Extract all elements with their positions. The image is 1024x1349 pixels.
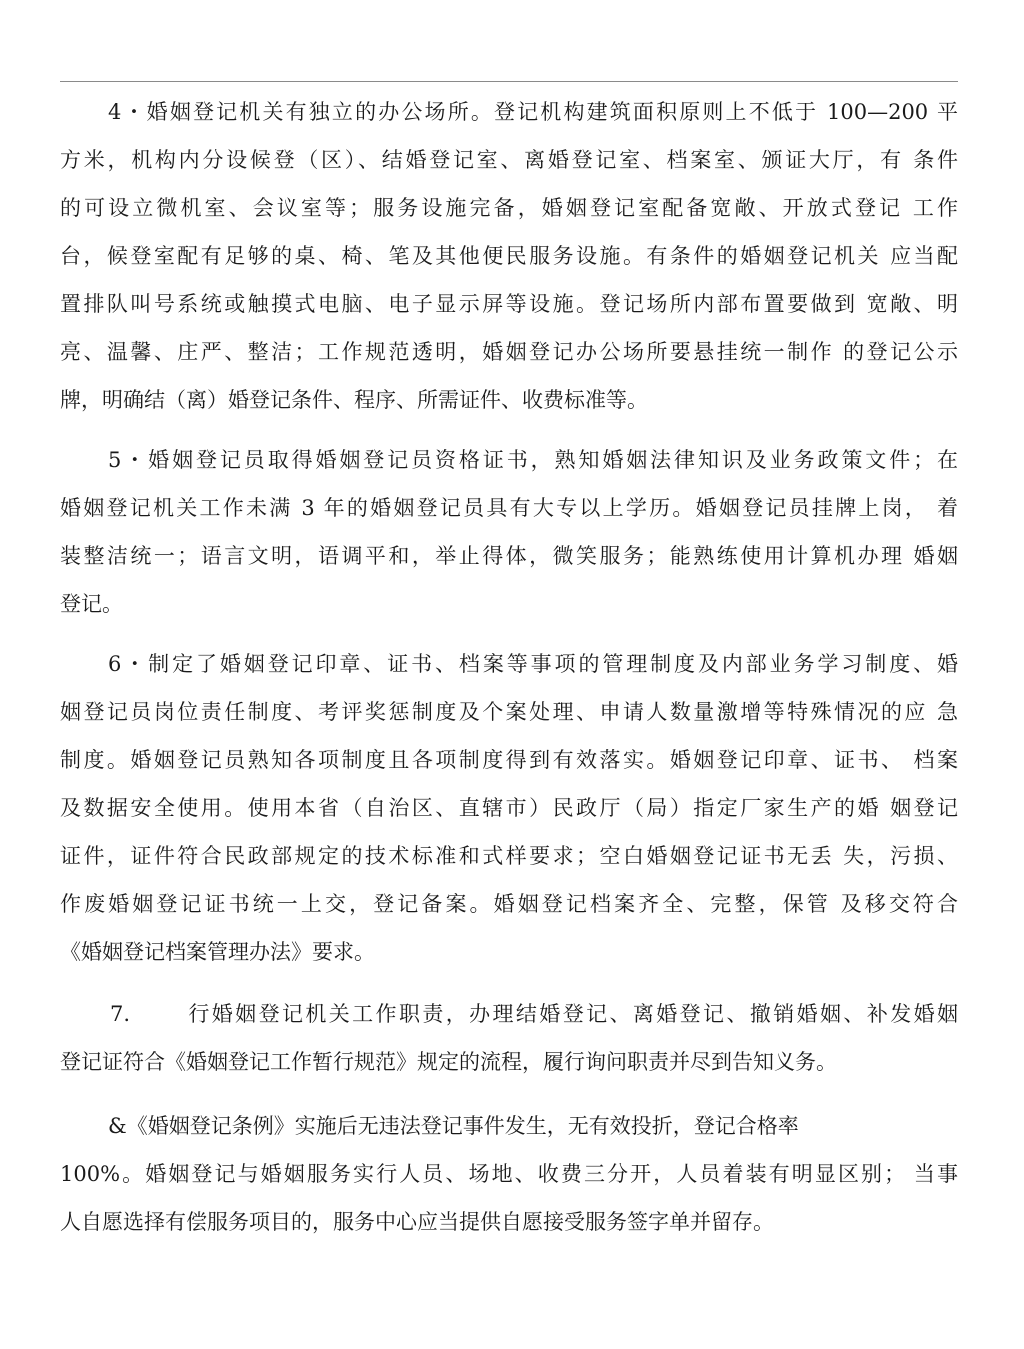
- text-line: 100%。婚姻登记与婚姻服务实行人员、场地、收费三分开，人员着装有明显区别； 当事: [60, 1162, 958, 1186]
- text-line: 作废婚姻登记证书统一上交，登记备案。婚姻登记档案齐全、完整，保管 及移交符合: [60, 892, 958, 916]
- text-line: 婚姻登记机关工作未满 3 年的婚姻登记员具有大专以上学历。婚姻登记员挂牌上岗， 着: [60, 496, 958, 520]
- text-line: 牌，明确结（离）婚登记条件、程序、所需证件、收费标准等。: [60, 388, 648, 412]
- paragraph-item-8: [60, 1102, 958, 1246]
- item-text: 行婚姻登记机关工作职责，办理结婚登记、离婚登记、撤销婚姻、补发婚姻: [186, 1002, 958, 1026]
- item-number: 7.: [110, 1002, 131, 1026]
- paragraph-item-6: [60, 640, 958, 976]
- text-line: 姻登记员岗位责任制度、考评奖惩制度及个案处理、申请人数量激增等特殊情况的应 急: [60, 700, 958, 724]
- paragraph-item-4: [60, 88, 958, 424]
- header-rule: [60, 81, 958, 82]
- text-line: [60, 990, 958, 1038]
- text-line: 及数据安全使用。使用本省（自治区、直辖市）民政厅（局）指定厂家生产的婚 姻登记: [60, 796, 958, 820]
- text-line: 亮、温馨、庄严、整洁；工作规范透明，婚姻登记办公场所要悬挂统一制作 的登记公示: [60, 340, 958, 364]
- text-line: 登记证符合《婚姻登记工作暂行规范》规定的流程，履行询问职责并尽到告知义务。: [60, 1050, 837, 1074]
- paragraph-item-5: [60, 436, 958, 628]
- paragraph-item-7: [60, 990, 958, 1086]
- text-line: 证件，证件符合民政部规定的技术标准和式样要求；空白婚姻登记证书无丢 失，污损、: [60, 844, 958, 868]
- text-line: 的可设立微机室、会议室等；服务设施完备，婚姻登记室配备宽敞、开放式登记 工作: [60, 196, 958, 220]
- text-line: 方米，机构内分设候登（区）、结婚登记室、离婚登记室、档案室、颁证大厅，有 条件: [60, 148, 958, 172]
- text-line: 《婚姻登记档案管理办法》要求。: [60, 940, 375, 964]
- text-line: 6・制定了婚姻登记印章、证书、档案等事项的管理制度及内部业务学习制度、婚: [108, 652, 958, 676]
- text-line: 5・婚姻登记员取得婚姻登记员资格证书，熟知婚姻法律知识及业务政策文件；在: [108, 448, 958, 472]
- text-line: 置排队叫号系统或触摸式电脑、电子显示屏等设施。登记场所内部布置要做到 宽敞、明: [60, 292, 958, 316]
- text-line: 登记。: [60, 592, 123, 616]
- text-line: 4・婚姻登记机关有独立的办公场所。登记机构建筑面积原则上不低于 100—200 平: [108, 100, 958, 124]
- text-line: 制度。婚姻登记员熟知各项制度且各项制度得到有效落实。婚姻登记印章、证书、 档案: [60, 748, 958, 772]
- text-line: 人自愿选择有偿服务项目的，服务中心应当提供自愿接受服务签字单并留存。: [60, 1210, 774, 1234]
- text-line: &《婚姻登记条例》实施后无违法登记事件发生，无有效投折，登记合格率: [108, 1114, 799, 1138]
- text-line: 台，候登室配有足够的桌、椅、笔及其他便民服务设施。有条件的婚姻登记机关 应当配: [60, 244, 958, 268]
- text-line: 装整洁统一；语言文明，语调平和，举止得体，微笑服务；能熟练使用计算机办理 婚姻: [60, 544, 958, 568]
